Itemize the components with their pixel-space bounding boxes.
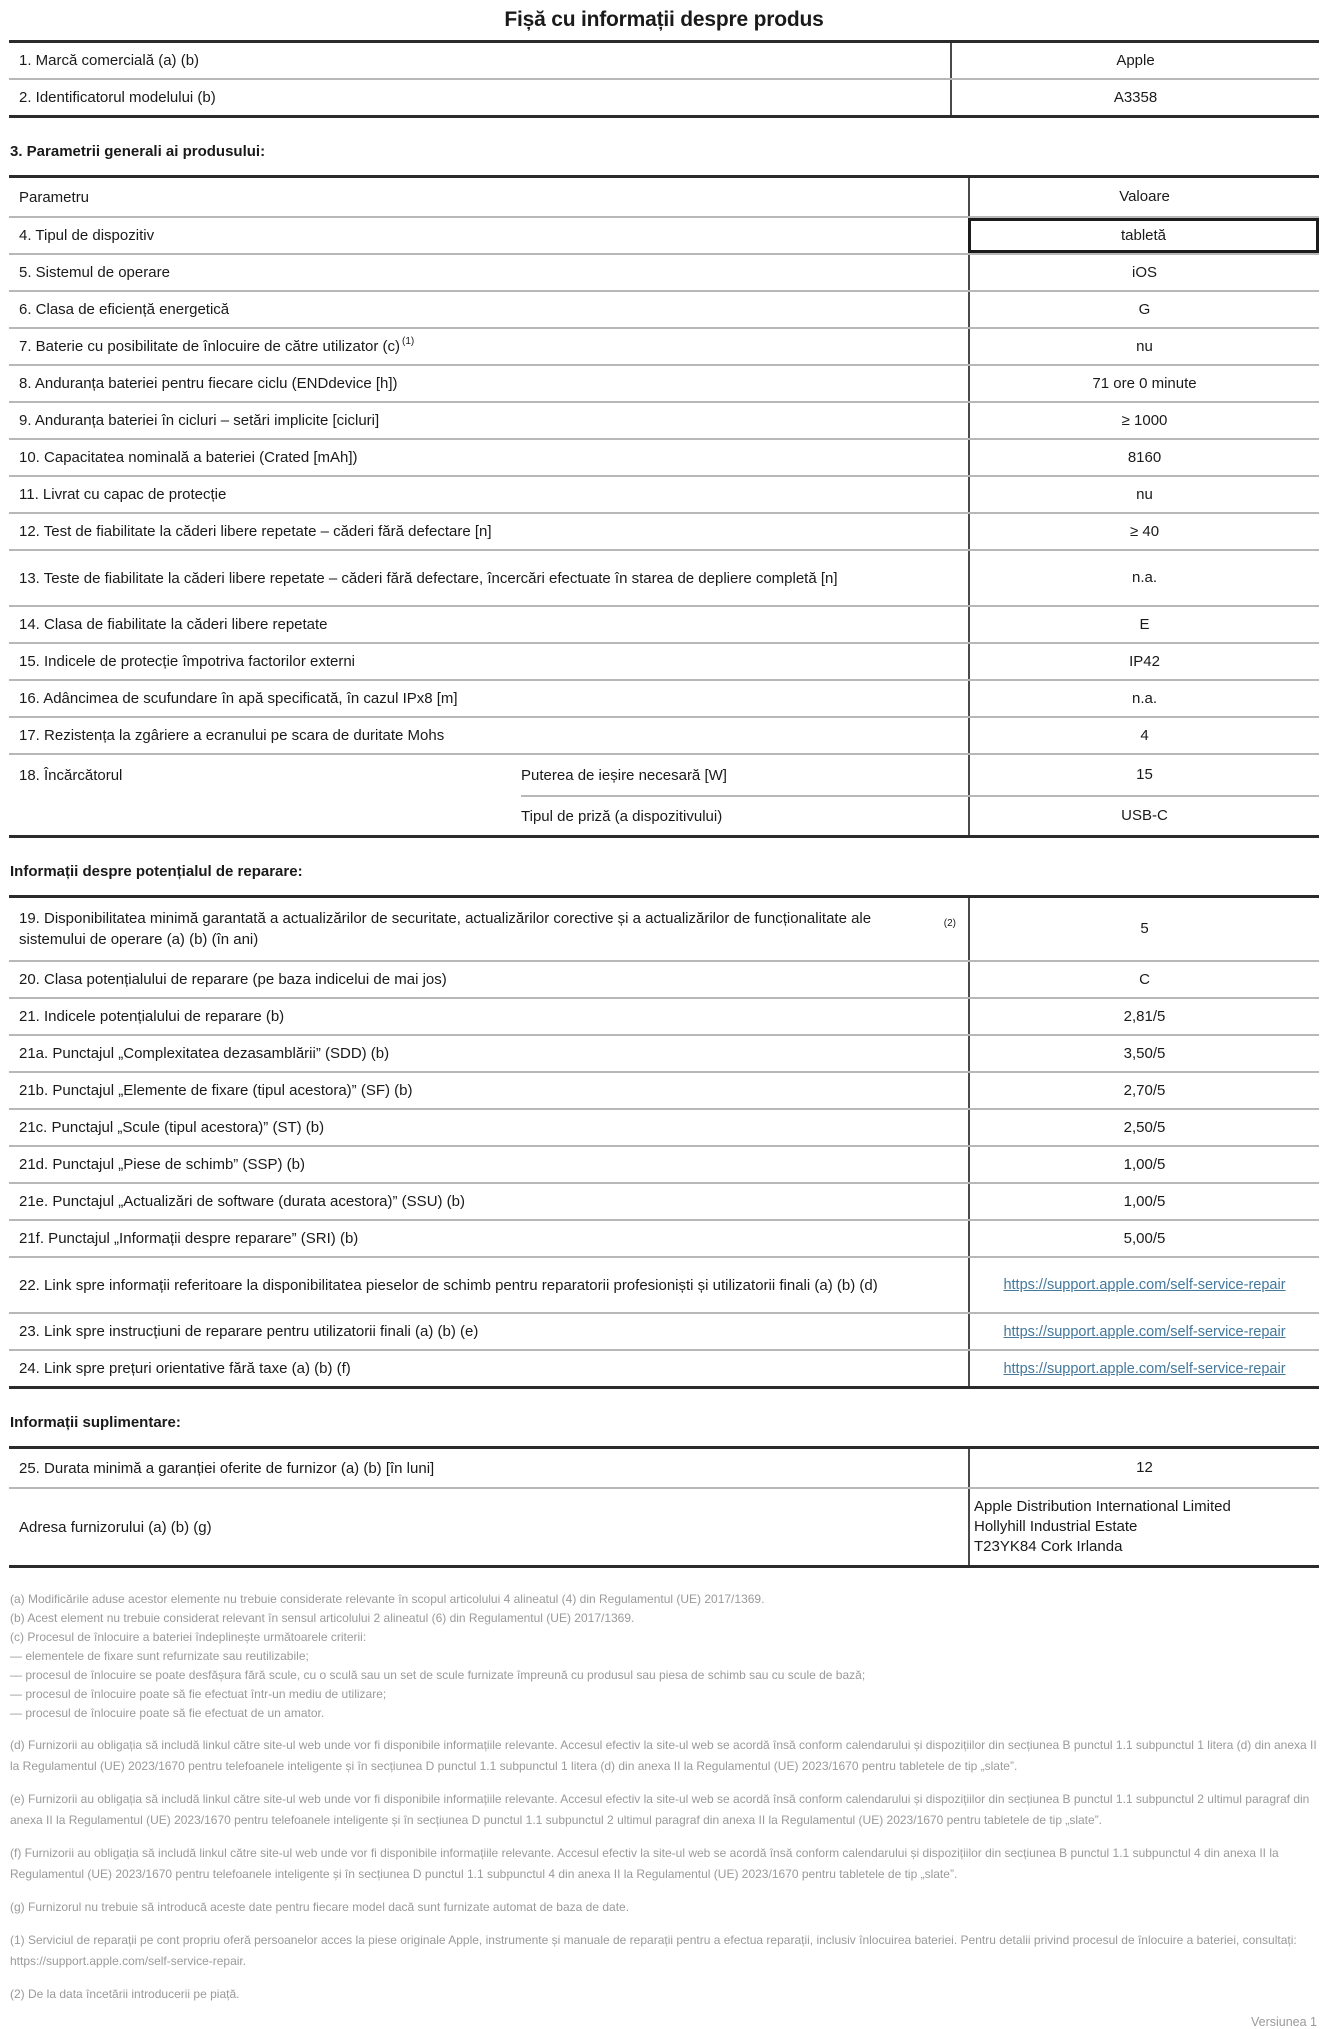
repair-table xyxy=(9,895,1319,1389)
table-row xyxy=(9,1256,1319,1312)
row-value: 71 ore 0 minute xyxy=(968,366,1319,401)
additional-table xyxy=(9,1446,1319,1568)
table-row xyxy=(9,1349,1319,1386)
table-row xyxy=(9,475,1319,512)
row-label: 23. Link spre instrucțiuni de reparare pentru utilizatorii finali (a) (b) (e) xyxy=(19,1323,479,1340)
row-value: 5 xyxy=(968,898,1319,960)
table-row xyxy=(521,795,1319,835)
row-label: 21c. Punctajul „Scule (tipul acestora)” (ST) (b) xyxy=(19,1119,325,1136)
row-label: 9. Anduranța bateriei în cicluri – setări implicite [cicluri] xyxy=(19,412,380,429)
column-header-value: Valoare xyxy=(968,178,1319,216)
row-value: 1,00/5 xyxy=(968,1184,1319,1219)
table-row xyxy=(9,327,1319,364)
table-row xyxy=(9,1034,1319,1071)
row-label: 6. Clasa de eficiență energetică xyxy=(19,301,230,318)
footnotes xyxy=(9,1590,1319,2005)
row-label: 1. Marcă comercială (a) (b) xyxy=(19,52,200,69)
footnote: — procesul de înlocuire se poate desfășura fără scule, cu o sculă sau un set de scule furnizate împreună cu produsul sau piesa de schimb sau cu scule de bază; xyxy=(10,1668,866,1682)
page-title: Fișă cu informații despre produs xyxy=(504,8,824,31)
footnote-paragraph: (d) Furnizorii au obligația să includă linkul către site-ul web unde vor fi disponibile informațiile relevante. Accesul efectiv la site-ul web se acordă însă conform calendarului și dispozițiilor din secțiunea B punctul 1.1 subpunctul 1 litera (d) din anexa II la Regulamentul (UE) 2023/1670 pentru telefoanele inteligente și în secțiunea D punctul 1.1 subpunctul 1 litera (d) din anexa II la Regulamentul (UE) 2023/1670 pentru tabletele de tip „slate”. xyxy=(10,1738,1317,1773)
row-label: 18. Încărcătorul xyxy=(19,766,123,784)
version-label: Versiunea 1 xyxy=(1250,2015,1317,2029)
row-value: IP42 xyxy=(968,644,1319,679)
row-label: 21d. Punctajul „Piese de schimb” (SSP) (b) xyxy=(19,1156,305,1173)
repair-instructions-link[interactable]: https://support.apple.com/self-service-repair xyxy=(1003,1323,1286,1340)
footnote: — procesul de înlocuire poate să fie efectuat de un amator. xyxy=(10,1706,325,1720)
row-label: 8. Anduranța bateriei pentru fiecare ciclu (ENDdevice [h]) xyxy=(19,375,398,392)
row-value: 1,00/5 xyxy=(968,1147,1319,1182)
row-value xyxy=(968,1314,1319,1349)
table-row xyxy=(9,216,1319,253)
table-row xyxy=(9,997,1319,1034)
table-row xyxy=(9,1312,1319,1349)
table-row xyxy=(9,679,1319,716)
row-label: 24. Link spre prețuri orientative fără taxe (a) (b) (f) xyxy=(19,1360,351,1377)
address-line: Hollyhill Industrial Estate xyxy=(974,1518,1138,1535)
row-label: 13. Teste de fiabilitate la căderi libere repetate – căderi fără defectare, încercări efectuate în starea de depliere completă [n] xyxy=(19,569,838,587)
footnote: — elementele de fixare sunt refurnizate sau reutilizabile; xyxy=(10,1649,309,1663)
table-row xyxy=(9,1219,1319,1256)
table-row xyxy=(9,438,1319,475)
row-value xyxy=(968,1351,1319,1386)
subrow-label: Tipul de priză (a dispozitivului) xyxy=(521,807,723,825)
row-label: 21e. Punctajul „Actualizări de software (durata acestora)” (SSU) (b) xyxy=(19,1193,466,1210)
row-label: 17. Rezistența la zgâriere a ecranului pe scara de duritate Mohs xyxy=(19,727,445,744)
row-value: USB-C xyxy=(968,797,1319,835)
section-heading-general: 3. Parametrii generali ai produsului: xyxy=(10,143,266,160)
row-value: G xyxy=(968,292,1319,327)
table-row xyxy=(9,605,1319,642)
table-row xyxy=(9,290,1319,327)
footnote: (a) Modificările aduse acestor elemente nu trebuie considerate relevante în scopul articolului 4 alineatul (4) din Regulamentul (UE) 2017/1369. xyxy=(10,1592,765,1606)
row-value: 15 xyxy=(968,755,1319,795)
table-row xyxy=(9,1108,1319,1145)
row-label: 20. Clasa potențialului de reparare (pe baza indicelui de mai jos) xyxy=(19,971,447,988)
brand-value: Apple xyxy=(950,43,1319,78)
subrow-label: Puterea de ieșire necesară [W] xyxy=(521,766,727,784)
table-row xyxy=(9,364,1319,401)
row-label: 2. Identificatorul modelului (b) xyxy=(19,89,216,106)
warranty-value: 12 xyxy=(968,1449,1319,1487)
supplier-address xyxy=(968,1489,1319,1565)
row-label: 21a. Punctajul „Complexitatea dezasamblării” (SDD) (b) xyxy=(19,1045,390,1062)
table-header-row xyxy=(9,178,1319,216)
table-row xyxy=(9,43,1319,78)
row-value: 2,70/5 xyxy=(968,1073,1319,1108)
table-row xyxy=(9,898,1319,960)
row-label: 5. Sistemul de operare xyxy=(19,264,170,281)
table-row xyxy=(9,401,1319,438)
pricing-link[interactable]: https://support.apple.com/self-service-repair xyxy=(1003,1360,1286,1377)
row-label: 12. Test de fiabilitate la căderi libere repetate – căderi fără defectare [n] xyxy=(19,523,492,540)
row-label: 10. Capacitatea nominală a bateriei (Crated [mAh]) xyxy=(19,449,358,466)
spare-parts-link[interactable]: https://support.apple.com/self-service-repair xyxy=(1003,1277,1286,1293)
row-label: 4. Tipul de dispozitiv xyxy=(19,227,155,244)
section-heading-additional: Informații suplimentare: xyxy=(10,1414,181,1431)
footnote: — procesul de înlocuire poate să fie efectuat într-un mediu de utilizare; xyxy=(10,1687,387,1701)
table-row xyxy=(9,549,1319,605)
address-line: T23YK84 Cork Irlanda xyxy=(974,1538,1123,1555)
row-value: nu xyxy=(968,477,1319,512)
table-row xyxy=(9,960,1319,997)
table-row xyxy=(9,716,1319,753)
row-value: C xyxy=(968,962,1319,997)
footnote-paragraph: (f) Furnizorii au obligația să includă linkul către site-ul web unde vor fi disponibile informațiile relevante. Accesul efectiv la site-ul web se acordă însă conform calendarului și dispozițiilor din secțiunea B punctul 1.1 subpunctul 4 din anexa II la Regulamentul (UE) 2023/1670 pentru telefoanele inteligente și în secțiunea D punctul 1.1 subpunctul 4 din anexa II la Regulamentul (UE) 2023/1670 pentru tabletele de tip „slate”. xyxy=(10,1846,1279,1881)
row-value: iOS xyxy=(968,255,1319,290)
row-value xyxy=(968,1258,1319,1312)
address-line: Apple Distribution International Limited xyxy=(974,1498,1231,1515)
table-row xyxy=(9,642,1319,679)
row-label: 7. Baterie cu posibilitate de înlocuire de către utilizator (c) $^{(1)}$ xyxy=(19,335,415,355)
row-value: ≥ 40 xyxy=(968,514,1319,549)
table-row xyxy=(9,512,1319,549)
row-label: 19. Disponibilitatea minimă garantată a actualizărilor de securitate, actualizărilor corective și a actualizărilor de funcționalitate ale sistemului de operare (a) (b) (în ani) $^{(2)}$ xyxy=(19,910,956,948)
table-row xyxy=(9,78,1319,115)
row-value: 4 xyxy=(968,718,1319,753)
footnote-paragraph: (1) Serviciul de reparații pe cont propriu oferă persoanelor acces la piese originale Apple, instrumente și manuale de reparații pentru a efectua reparații, inclusiv înlocuirea bateriei. Pentru detalii privind procesul de înlocuire a bateriei, consultați: https://support.apple.com/self-service-repair. xyxy=(10,1933,1297,1968)
footnote: (c) Procesul de înlocuire a bateriei îndeplinește următoarele criterii: xyxy=(10,1630,367,1644)
row-value: 2,81/5 xyxy=(968,999,1319,1034)
table-row xyxy=(9,1449,1319,1487)
intro-table xyxy=(9,40,1319,118)
row-value: n.a. xyxy=(968,551,1319,605)
table-row xyxy=(521,755,1319,795)
general-table xyxy=(9,175,1319,838)
row-label: 15. Indicele de protecție împotriva factorilor externi xyxy=(19,653,355,670)
row-label: 21b. Punctajul „Elemente de fixare (tipul acestora)” (SF) (b) xyxy=(19,1082,413,1099)
column-header-param: Parametru xyxy=(19,188,90,206)
row-value: ≥ 1000 xyxy=(968,403,1319,438)
row-label: Adresa furnizorului (a) (b) (g) xyxy=(19,1518,212,1536)
table-row xyxy=(9,1145,1319,1182)
row-label: 21f. Punctajul „Informații despre reparare” (SRI) (b) xyxy=(19,1230,359,1247)
section-heading-repair: Informații despre potențialul de reparare: xyxy=(10,863,303,880)
model-value: A3358 xyxy=(950,80,1319,115)
footnote-paragraph: (g) Furnizorul nu trebuie să introducă aceste date pentru fiecare model dacă sunt furnizate automat de baza de date. xyxy=(10,1900,630,1914)
row-label: 14. Clasa de fiabilitate la căderi libere repetate xyxy=(19,616,328,633)
row-label: 22. Link spre informații referitoare la disponibilitatea pieselor de schimb pentru reparatorii profesioniști și utilizatorii finali (a) (b) (d) xyxy=(19,1276,878,1294)
charger-row xyxy=(9,753,1319,835)
row-value: 5,00/5 xyxy=(968,1221,1319,1256)
row-value: E xyxy=(968,607,1319,642)
row-value: 2,50/5 xyxy=(968,1110,1319,1145)
table-row xyxy=(9,1487,1319,1565)
row-label: 25. Durata minimă a garanției oferite de furnizor (a) (b) [în luni] xyxy=(19,1459,435,1477)
row-value: nu xyxy=(968,329,1319,364)
footnote: (b) Acest element nu trebuie considerat relevant în sensul articolului 2 alineatul (6) din Regulamentul (UE) 2017/1369. xyxy=(10,1611,635,1625)
footnote-paragraph: (2) De la data încetării introducerii pe piață. xyxy=(10,1987,240,2001)
row-label: 11. Livrat cu capac de protecție xyxy=(19,486,227,503)
charger-subtable xyxy=(521,755,1319,835)
device-type-value: tabletă xyxy=(968,218,1319,253)
row-value: 8160 xyxy=(968,440,1319,475)
table-row xyxy=(9,1182,1319,1219)
row-label: 16. Adâncimea de scufundare în apă specificată, în cazul IPx8 [m] xyxy=(19,690,458,707)
table-row xyxy=(9,1071,1319,1108)
row-label: 21. Indicele potențialului de reparare (b) xyxy=(19,1008,285,1025)
table-row xyxy=(9,253,1319,290)
row-value: 3,50/5 xyxy=(968,1036,1319,1071)
row-value: n.a. xyxy=(968,681,1319,716)
footnote-paragraph: (e) Furnizorii au obligația să includă linkul către site-ul web unde vor fi disponibile informațiile relevante. Accesul efectiv la site-ul web se acordă însă conform calendarului și dispozițiilor din secțiunea B punctul 1.1 subpunctul 2 ultimul paragraf din anexa II la Regulamentul (UE) 2023/1670 pentru telefoanele inteligente și în secțiunea D punctul 1.1 subpunctul 2 ultimul paragraf din anexa II la Regulamentul (UE) 2023/1670 pentru tabletele de tip „slate”. xyxy=(10,1792,1310,1827)
